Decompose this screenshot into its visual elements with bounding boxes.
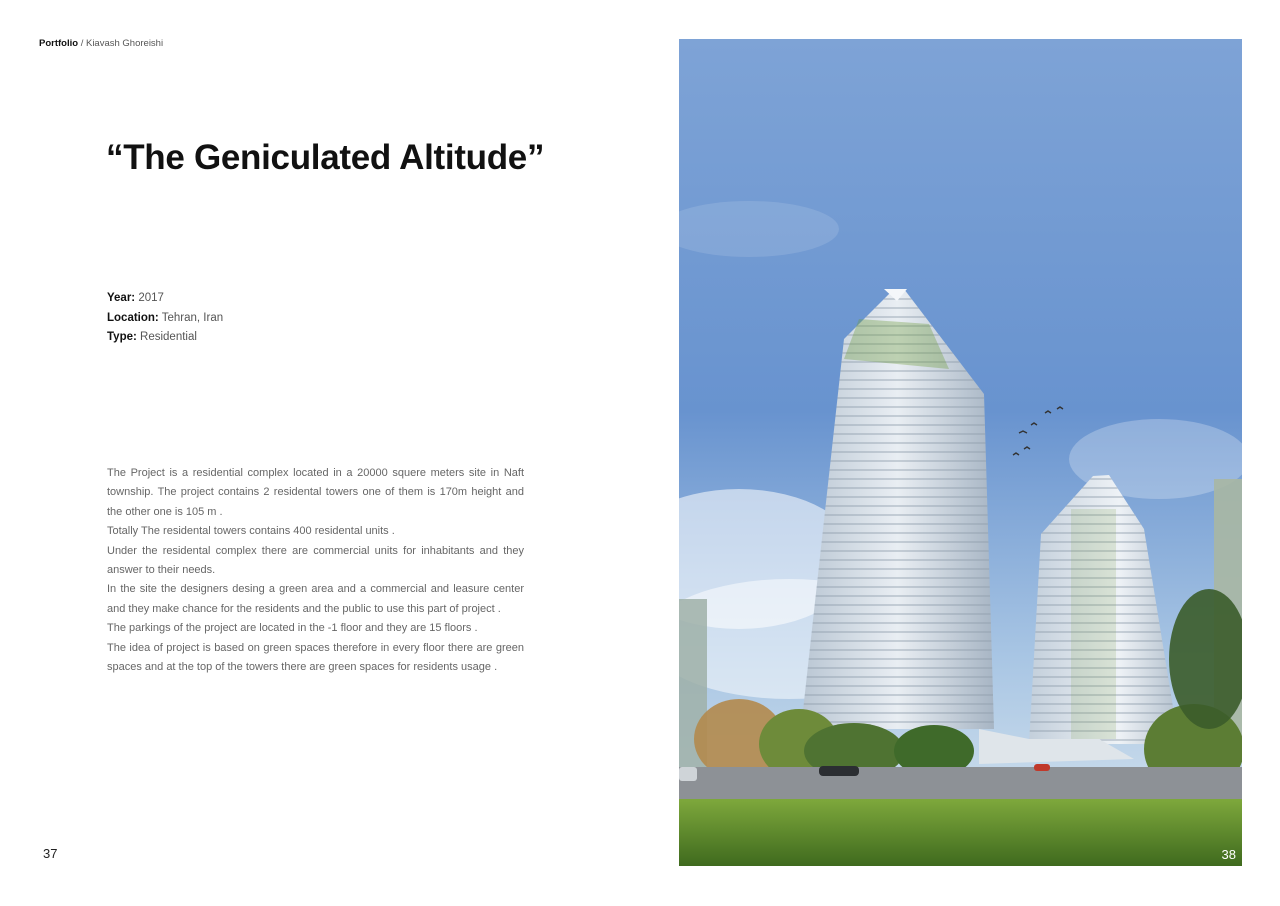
header-author: Kiavash Ghoreishi (85, 38, 164, 49)
description-paragraph: In the site the designers desing a green area and a commercial and leasure center and they make chance for the residents and the public to use this part of project . (107, 583, 524, 615)
meta-type-label: Type: (107, 331, 137, 343)
page-number-right: 38 (1221, 847, 1236, 862)
rendering-illustration (679, 39, 1242, 866)
meta-year-value: 2017 (135, 292, 164, 304)
tower-rendering-image (679, 39, 1242, 866)
running-header (39, 38, 163, 49)
project-description (107, 464, 524, 677)
meta-location (107, 309, 223, 329)
header-separator: / (78, 38, 86, 49)
project-title: “The Geniculated Altitude” (106, 138, 545, 177)
meta-type-value: Residential (136, 331, 197, 343)
meta-year (107, 289, 223, 309)
description-paragraph: The Project is a residential complex located in a 20000 squere meters site in Naft township. The project contains 2 residental towers one of them is 170m height and the other one is 105 m . (107, 467, 524, 518)
project-meta (107, 289, 223, 348)
meta-location-label: Location: (107, 311, 159, 324)
meta-location-value: Tehran, Iran (158, 311, 224, 324)
description-paragraph: The parkings of the project are located in the -1 floor and they are 15 floors . (107, 622, 478, 635)
page-number-left: 37 (43, 846, 58, 861)
description-paragraph: Totally The residental towers contains 400 residental units . (107, 525, 395, 538)
meta-year-label: Year: (107, 292, 136, 304)
description-paragraph: The idea of project is based on green spaces therefore in every floor there are green spaces and at the top of the towers there are green spaces for residents usage . (107, 641, 524, 674)
description-paragraph: Under the residental complex there are commercial units for inhabitants and they answer to their needs. (107, 544, 524, 577)
header-portfolio: Portfolio (39, 38, 79, 49)
meta-type (107, 328, 223, 348)
